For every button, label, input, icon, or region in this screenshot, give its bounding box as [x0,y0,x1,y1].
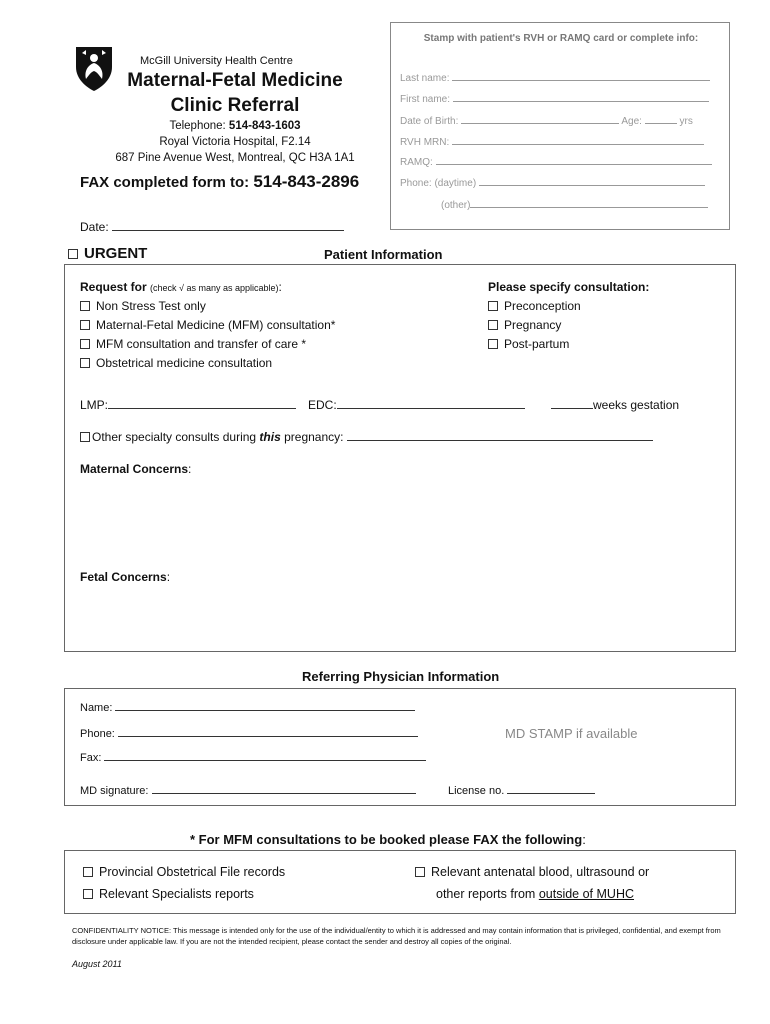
other-specialty-checkbox[interactable] [80,432,90,442]
org-name: McGill University Health Centre [140,55,293,67]
phone-daytime-field[interactable] [479,185,705,186]
specify-option-label: Post-partum [504,337,570,351]
confidentiality-notice: CONFIDENTIALITY NOTICE: This message is intended only for the use of the individual/entity to which it is addressed and may contain information that is privileged, confidential, and exempt from disclosure under applicable law. If you are not the intended recipient, please contact the sender and destroy all copies of the original. [72,926,721,946]
specify-option-postpartum[interactable] [488,337,569,351]
request-option-label: Maternal-Fetal Medicine (MFM) consultation* [96,318,336,332]
fetal-concerns-label: Fetal Concerns [80,570,167,584]
physician-name-row [80,702,415,714]
phone-daytime-label: Phone: (daytime) [400,178,477,189]
mfm-item-line2-underlined: outside of MUHC [538,887,635,901]
request-option-obstetrical[interactable] [80,356,272,370]
mfm-box [64,850,736,914]
other-specialty-field[interactable] [347,440,653,441]
stamp-box [390,22,730,230]
footer-date: August 2011 [72,959,122,969]
physician-name-field[interactable] [115,710,415,711]
checkbox[interactable] [488,339,498,349]
rvh-mrn-row [400,137,704,148]
request-for-colon: : [278,280,282,294]
weeks-label: weeks gestation [593,398,680,412]
request-for-label: Request for [80,280,147,294]
fetal-concerns-colon: : [166,570,171,584]
physician-section-title: Referring Physician Information [302,669,500,684]
maternal-concerns-heading [80,462,191,476]
license-field[interactable] [507,793,595,794]
edc-row [308,398,525,412]
lmp-row [80,398,296,412]
checkbox[interactable] [80,320,90,330]
specify-option-preconception[interactable] [488,299,581,313]
dob-row [400,116,693,127]
checkbox[interactable] [488,320,498,330]
mfm-item-antenatal[interactable] [415,865,649,879]
physician-name-label: Name: [80,702,113,714]
last-name-row [400,73,710,84]
license-label: License no. [448,785,505,797]
age-label: Age: [621,116,642,127]
physician-fax-field[interactable] [104,760,426,761]
telephone-number: 514-843-1603 [228,120,301,132]
telephone-line [100,118,370,134]
md-signature-label: MD signature: [80,785,149,797]
request-option-mfm[interactable] [80,318,335,332]
other-specialty-label-post: pregnancy: [280,430,344,444]
edc-field[interactable] [337,408,525,409]
checkbox[interactable] [415,867,425,877]
other-specialty-label-pre: Other specialty consults during [92,430,260,444]
form-title [120,68,350,118]
physician-phone-label: Phone: [80,728,115,740]
checkbox[interactable] [80,358,90,368]
age-field[interactable] [645,123,677,124]
urgent-option[interactable] [68,245,147,262]
request-option-label: Non Stress Test only [96,299,206,313]
dob-label: Date of Birth: [400,116,459,127]
fetal-concerns-heading [80,570,170,584]
fax-line [80,172,359,192]
mfm-title-colon: : [582,832,586,847]
ramq-label: RAMQ: [400,157,433,168]
mfm-item-label: Relevant Specialists reports [99,887,254,901]
other-specialty-row [80,430,653,444]
location-line: Royal Victoria Hospital, F2.14 [159,136,311,148]
phone-other-field[interactable] [470,207,708,208]
checkbox[interactable] [488,301,498,311]
maternal-concerns-label: Maternal Concerns [80,462,189,476]
mfm-section-title [190,832,586,847]
specify-option-label: Pregnancy [504,318,562,332]
date-field[interactable] [112,230,344,231]
request-option-transfer[interactable] [80,337,306,351]
lmp-field[interactable] [108,408,296,409]
specify-option-label: Preconception [504,299,581,313]
stamp-title: Stamp with patient's RVH or RAMQ card or complete info: [423,33,699,44]
fax-label: FAX completed form to: [80,174,254,191]
check-hint: (check √ as many as applicable) [150,283,279,293]
physician-info-box [64,688,736,806]
first-name-field[interactable] [453,101,709,102]
mfm-item-label: Provincial Obstetrical File records [99,865,286,879]
rvh-mrn-field[interactable] [452,144,704,145]
mfm-item-obstetrical-file[interactable] [83,865,285,879]
checkbox[interactable] [83,889,93,899]
mfm-item-antenatal-line2 [436,887,634,901]
checkbox[interactable] [80,339,90,349]
muhc-logo [74,45,114,93]
ramq-row [400,157,712,168]
maternal-concerns-colon: : [188,462,192,476]
patient-info-box [64,264,736,652]
request-option-label: MFM consultation and transfer of care * [96,337,307,351]
last-name-label: Last name: [400,73,450,84]
date-line [80,220,344,234]
weeks-field[interactable] [551,408,593,409]
physician-phone-field[interactable] [118,736,418,737]
other-specialty-emphasis: this [259,430,281,444]
fax-number: 514-843-2896 [253,172,360,191]
md-signature-field[interactable] [152,793,416,794]
urgent-label: URGENT [84,245,148,262]
mfm-item-specialists[interactable] [83,887,254,901]
mfm-item-label: Relevant antenatal blood, ultrasound or [431,865,650,879]
first-name-label: First name: [400,94,451,105]
date-label: Date: [80,220,113,234]
checkbox[interactable] [80,301,90,311]
form-title-line2: Clinic Referral [170,95,300,116]
phone-other-row [441,200,708,211]
edc-label: EDC: [308,398,337,412]
specify-option-pregnancy[interactable] [488,318,561,332]
request-option-label: Obstetrical medicine consultation [96,356,273,370]
md-stamp-placeholder: MD STAMP if available [505,726,638,741]
contact-block [100,118,370,166]
physician-phone-row [80,728,418,740]
mfm-title-text: * For MFM consultations to be booked please FAX the following [190,832,583,847]
lmp-label: LMP: [80,398,109,412]
form-title-line1: Maternal-Fetal Medicine [127,70,343,91]
yrs-label: yrs [679,116,693,127]
first-name-row [400,94,709,105]
ramq-field[interactable] [436,164,712,165]
physician-fax-label: Fax: [80,752,102,764]
address-line: 687 Pine Avenue West, Montreal, QC H3A 1A1 [115,152,355,164]
urgent-checkbox[interactable] [68,249,78,259]
weeks-row [551,398,679,412]
checkbox[interactable] [83,867,93,877]
request-option-nst[interactable] [80,299,206,313]
request-for-heading [80,280,282,294]
phone-daytime-row [400,178,705,189]
last-name-field[interactable] [452,80,710,81]
patient-section-title: Patient Information [324,247,443,262]
md-signature-row [80,785,416,797]
physician-fax-row [80,752,426,764]
telephone-label: Telephone: [169,120,229,132]
dob-field[interactable] [461,123,619,124]
license-row [448,785,595,797]
phone-other-label: (other) [441,200,471,211]
mfm-item-line2-pre: other reports from [436,887,539,901]
rvh-mrn-label: RVH MRN: [400,137,450,148]
specify-heading: Please specify consultation: [488,280,650,294]
